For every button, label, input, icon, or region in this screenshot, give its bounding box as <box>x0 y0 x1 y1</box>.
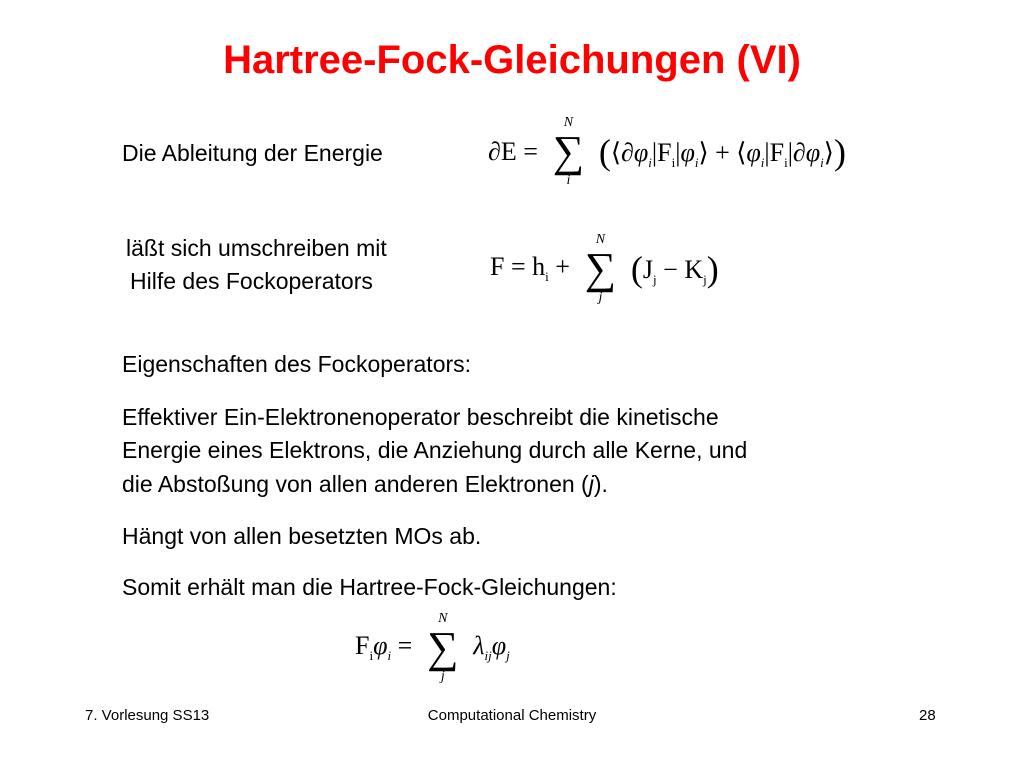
slide-title: Hartree-Fock-Gleichungen (VI) <box>223 38 801 82</box>
footer-page-number: 28 <box>919 707 936 724</box>
mo-dependency-text: Hängt von allen besetzten MOs ab. <box>122 523 482 549</box>
hartree-fock-equation: $F_i\varphi_i$ = N ∑ j $\lambda_{ij}\varphi_j$ <box>355 611 510 684</box>
rewrite-text-line-2: Hilfe des Fockoperators <box>130 268 373 294</box>
index-j: j <box>588 471 594 497</box>
energy-derivative-equation: ∂E = N ∑ i ($⟨\partial\varphi_i|F_i|\varphi_i⟩$ + $⟨\varphi_i|F_i|\partial\varphi_i⟩$) <box>488 115 846 188</box>
footer-course: Computational Chemistry <box>427 707 597 724</box>
rewrite-text-line-1: läßt sich umschreiben mit <box>126 235 387 261</box>
properties-line-3-end: ). <box>593 471 608 497</box>
properties-line-2: Energie eines Elektrons, die Anziehung durch alle Kerne, und <box>122 437 748 463</box>
properties-line-3 <box>122 468 608 500</box>
footer-lecture: 7. Vorlesung SS13 <box>85 707 210 724</box>
fock-operator-equation: $F = h_i$ + N ∑ j $(J_j - K_j)$ <box>490 232 719 305</box>
derivative-text: Die Ableitung der Energie <box>122 140 383 166</box>
properties-line-1: Effektiver Ein-Elektronenoperator beschreibt die kinetische <box>122 404 719 430</box>
properties-line-3-start: die Abstoßung von allen anderen Elektronen ( <box>122 471 589 497</box>
hf-equations-intro: Somit erhält man die Hartree-Fock-Gleichungen: <box>122 574 617 600</box>
properties-heading: Eigenschaften des Fockoperators: <box>122 351 472 377</box>
